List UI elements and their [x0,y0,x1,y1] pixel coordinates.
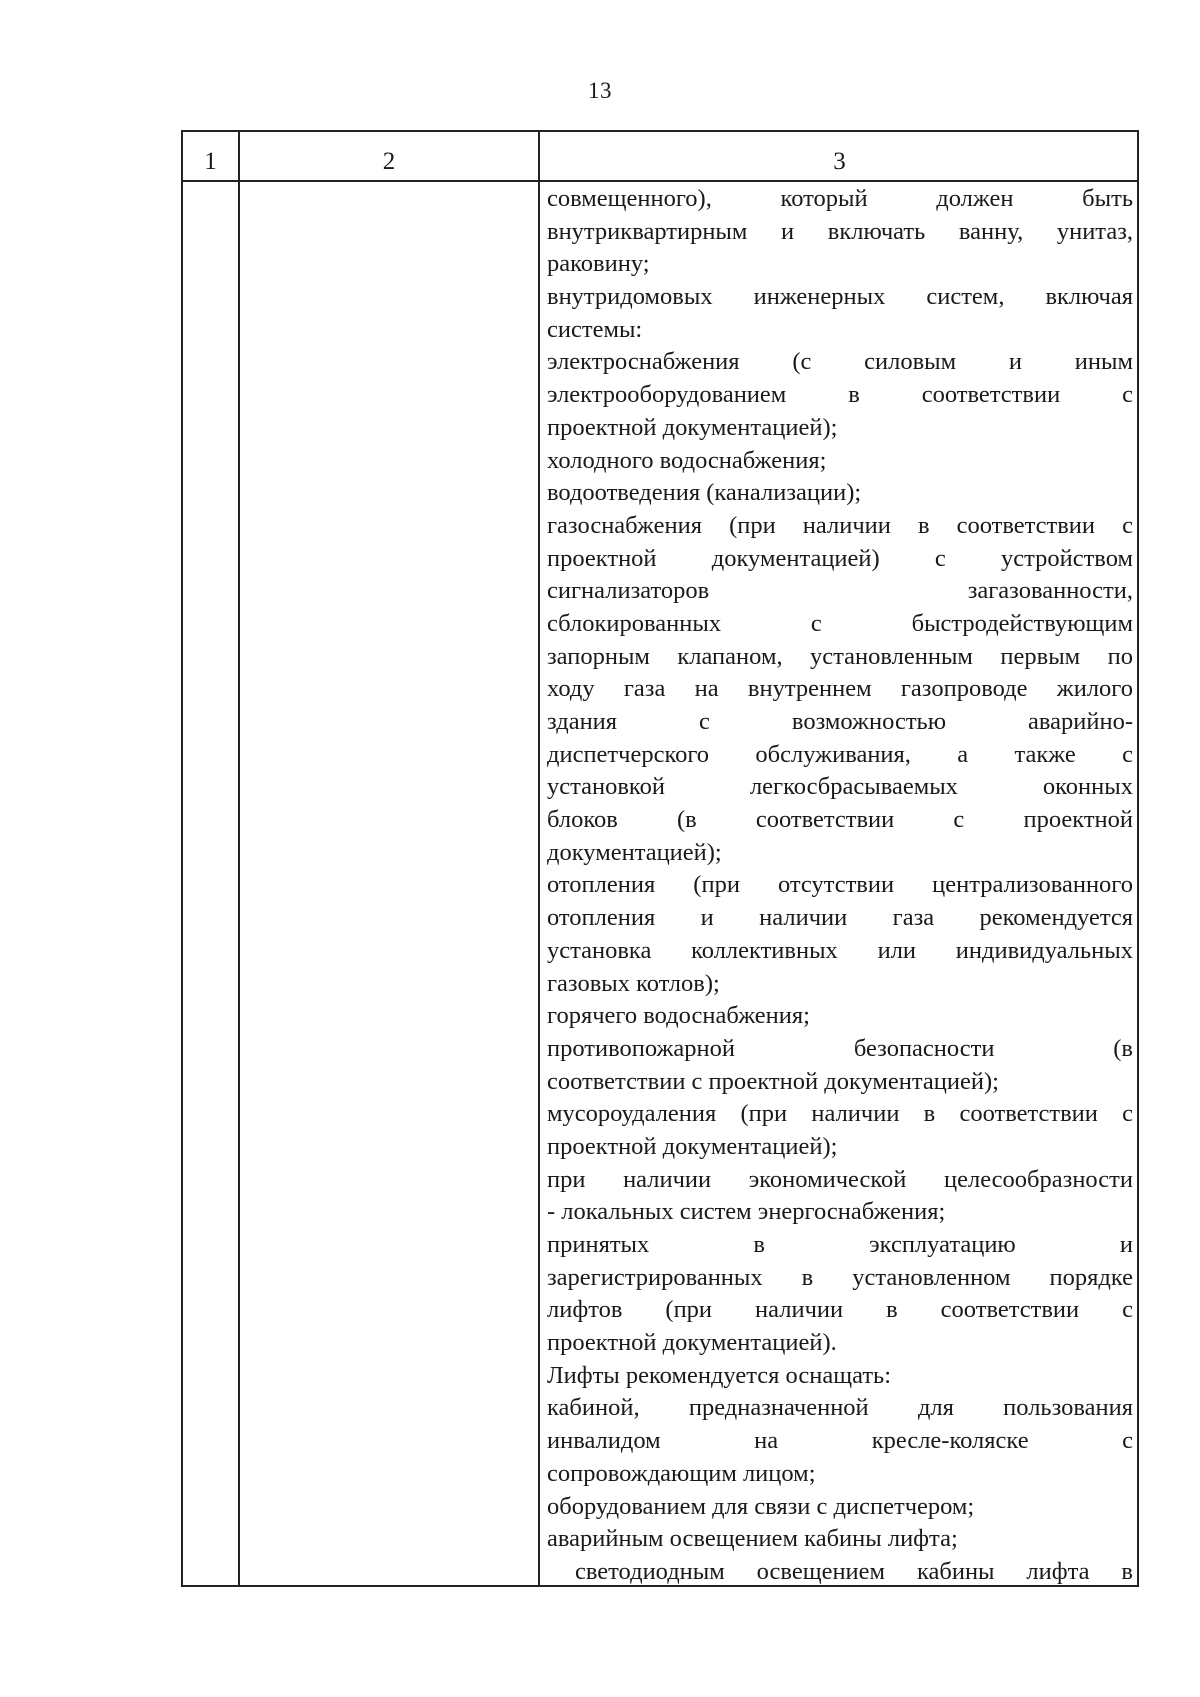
text-line: раковину; [547,250,650,278]
text-line: зарегистрированных в установленном порядке [547,1263,1133,1291]
text-line: внутридомовых инженерных систем, включая [547,283,1133,311]
text-line: электрооборудованием в соответствии с [547,381,1133,409]
column-3-text [547,183,1133,1589]
text-line: установка коллективных или индивидуальных [547,936,1133,964]
text-line: проектной документацией); [547,413,838,441]
text-line: при наличии экономической целесообразности [547,1165,1133,1193]
column-header-3: 3 [833,148,846,175]
text-line: системы: [547,315,643,343]
text-line: проектной документацией). [547,1329,837,1357]
page-number: 13 [588,78,612,103]
document-table [181,130,1139,1587]
text-line: светодиодным освещением кабины лифта в [575,1557,1133,1585]
text-line: оборудованием для связи с диспетчером; [547,1492,975,1520]
text-line: документацией); [547,838,722,866]
text-line: газовых котлов); [547,969,720,997]
text-line: внутриквартирным и включать ванну, унитаз, [547,217,1133,245]
text-line: блоков (в соответствии с проектной [547,806,1133,834]
text-line: электроснабжения (с силовым и иным [547,348,1133,376]
column-divider-2 [538,132,540,1585]
text-line: ходу газа на внутреннем газопроводе жилого [547,675,1133,703]
text-line: мусороудаления (при наличии в соответствии с [547,1100,1133,1128]
text-line: сблокированных с быстродействующим [547,609,1133,637]
text-line: водоотведения (канализации); [547,479,862,507]
column-header-2: 2 [382,148,396,175]
text-line: установкой легкосбрасываемых оконных [547,773,1133,801]
text-line: здания с возможностью аварийно- [547,708,1133,735]
text-line: отопления и наличии газа рекомендуется [547,904,1133,932]
text-line: принятых в эксплуатацию и [547,1231,1133,1258]
text-line: проектной документацией) с устройством [547,544,1133,572]
text-line: сигнализаторов загазованности, [547,577,1133,605]
text-line: противопожарной безопасности (в [547,1034,1133,1062]
text-line: проектной документацией); [547,1132,838,1160]
text-line: инвалидом на кресле-коляске с [547,1427,1133,1455]
text-line: - локальных систем энергоснабжения; [547,1198,946,1226]
header-divider [183,180,1137,182]
text-line: горячего водоснабжения; [547,1002,810,1030]
text-line: сопровождающим лицом; [547,1459,816,1487]
text-line: газоснабжения (при наличии в соответствии с [547,511,1133,539]
text-line: соответствии с проектной документацией); [547,1067,999,1095]
text-line: холодного водоснабжения; [547,446,827,474]
text-line: отопления (при отсутствии централизованного [547,871,1133,899]
column-header-1: 1 [204,148,217,175]
text-line: кабиной, предназначенной для пользования [547,1394,1133,1422]
text-line: лифтов (при наличии в соответствии с [547,1296,1133,1324]
text-line: запорным клапаном, установленным первым по [547,642,1133,670]
column-divider-1 [238,132,240,1585]
text-line: совмещенного), который должен быть [547,185,1133,212]
text-line: Лифты рекомендуется оснащать: [547,1361,892,1389]
text-line: аварийным освещением кабины лифта; [547,1525,958,1553]
text-line: диспетчерского обслуживания, а также с [547,740,1133,768]
